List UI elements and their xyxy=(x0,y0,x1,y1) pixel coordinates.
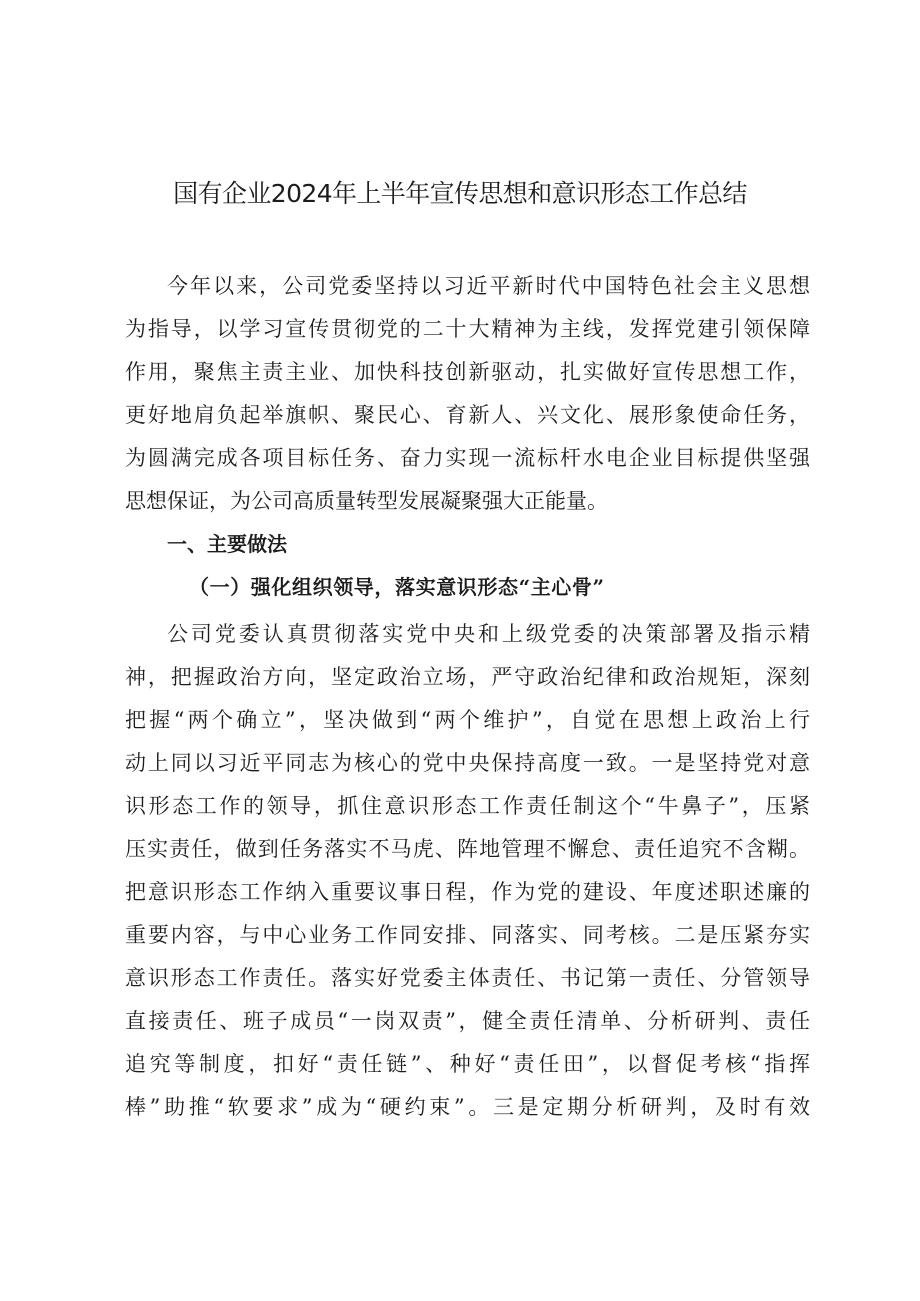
intro-line-4: 更好地肩负起举旗帜、聚民心、育新人、兴文化、展形象使命任务， xyxy=(125,403,810,427)
paragraph-line-4: 动上同以习近平同志为核心的党中央保持高度一致。一是坚持党对意 xyxy=(125,751,810,775)
subsection-heading-1: （一）强化组织领导，落实意识形态“主心骨” xyxy=(189,575,605,599)
paragraph-line-11: 追究等制度，扣好“责任链”、种好“责任田”，以督促考核“指挥 xyxy=(125,1052,810,1076)
intro-line-1: 今年以来，公司党委坚持以习近平新时代中国特色社会主义思想 xyxy=(167,274,810,298)
intro-line-3: 作用，聚焦主责主业、加快科技创新驱动，扎实做好宣传思想工作， xyxy=(125,360,810,384)
paragraph-line-8: 重要内容，与中心业务工作同安排、同落实、同考核。二是压紧夯实 xyxy=(125,923,810,947)
paragraph-line-7: 把意识形态工作纳入重要议事日程，作为党的建设、年度述职述廉的 xyxy=(125,880,810,904)
paragraph-line-9: 意识形态工作责任。落实好党委主体责任、书记第一责任、分管领导 xyxy=(125,966,810,990)
paragraph-line-3: 把握“两个确立”，坚决做到“两个维护”，自觉在思想上政治上行 xyxy=(125,708,810,732)
paragraph-line-6: 压实责任，做到任务落实不马虎、阵地管理不懈怠、责任追究不含糊。 xyxy=(125,837,810,861)
paragraph-line-12: 棒”助推“软要求”成为“硬约束”。三是定期分析研判，及时有效 xyxy=(125,1095,810,1119)
paragraph-line-1: 公司党委认真贯彻落实党中央和上级党委的决策部署及指示精 xyxy=(167,622,810,646)
intro-line-5: 为圆满完成各项目标任务、奋力实现一流标杆水电企业目标提供坚强 xyxy=(125,446,810,470)
paragraph-line-5: 识形态工作的领导，抓住意识形态工作责任制这个“牛鼻子”，压紧 xyxy=(125,794,810,818)
intro-line-6: 思想保证，为公司高质量转型发展凝聚强大正能量。 xyxy=(125,489,608,513)
intro-line-2: 为指导，以学习宣传贯彻党的二十大精神为主线，发挥党建引领保障 xyxy=(125,317,810,341)
paragraph-line-2: 神，把握政治方向，坚定政治立场，严守政治纪律和政治规矩，深刻 xyxy=(125,665,810,689)
section-heading-main-practices: 一、主要做法 xyxy=(167,532,287,556)
document-title: 国有企业2024年上半年宣传思想和意识形态工作总结 xyxy=(173,179,747,208)
paragraph-line-10: 直接责任、班子成员“一岗双责”，健全责任清单、分析研判、责任 xyxy=(125,1009,810,1033)
